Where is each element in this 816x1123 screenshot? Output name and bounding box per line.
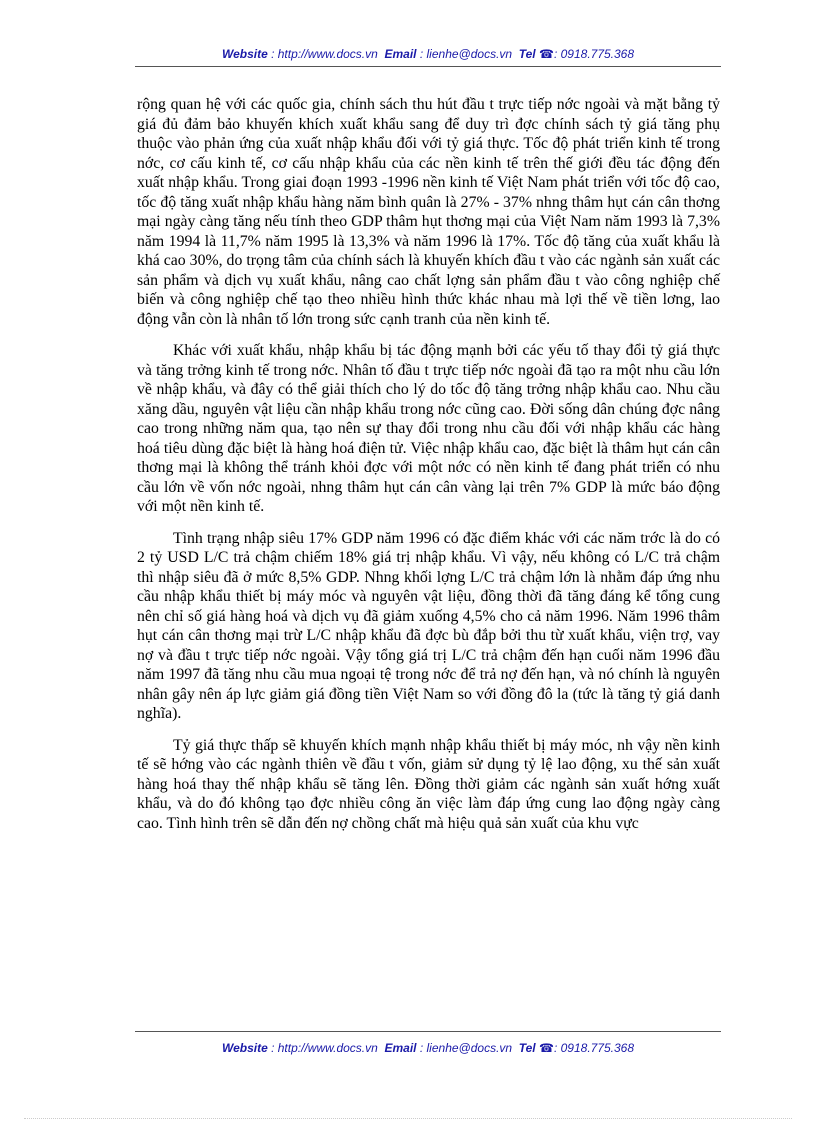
phone-icon: ☎ [539,47,554,61]
paragraph: rộng quan hệ với các quốc gia, chính sách thu hút đầu t trực tiếp nớc ngoài và mặt bằng tỷ giá đủ đảm bảo khuyến khích xuất khẩu sang để duy trì đợc chính sách tỷ giá tăng phụ thuộc vào phản ứng của xuất nhập khẩu đối với tỷ giá thực. Tốc độ phát triển kinh tế trong nớc, cơ cấu kinh tế, cơ cấu nhập khẩu của các nền kinh tế trên thế giới đều tác động đến xuất nhập khẩu. Trong giai đoạn 1993 -1996 nền kinh tế Việt Nam phát triển với tốc độ cao, tốc độ tăng xuất nhập khẩu hàng năm bình quân là 27% - 37% nhng thâm hụt cán cân thơng mại ngày càng tăng nếu tính theo GDP thâm hụt thơng mại của Việt Nam năm 1993 là 7,3% năm 1994 là 11,7% năm 1995 là 13,3% và năm 1996 là 17%. Tốc độ tăng của xuất khẩu là khá cao 30%, do trọng tâm của chính sách là khuyến khích đầu t vào các ngành sản xuất các sản phẩm và dịch vụ xuất khẩu, nâng cao chất lợng sản phẩm đầu t vào công nghiệp chế biến và công nghiệp chế tạo theo nhiều hình thức khác nhau mà lợi thế về tiền lơng, lao động vẫn còn là nhân tố lớn trong sức cạnh tranh của nền kinh tế. [137,96,720,328]
header-website-label: Website [221,47,268,61]
page-footer [135,1041,721,1055]
footer-email-link[interactable]: : lienhe@docs.vn [419,1041,513,1055]
header-website-link[interactable]: : http://www.docs.vn [271,47,378,61]
paragraph: Khác với xuất khẩu, nhập khẩu bị tác động mạnh bởi các yếu tố thay đổi tỷ giá thực và tăng trởng kinh tế trong nớc. Nhân tố đầu t trực tiếp nớc ngoài đã tạo ra một nhu cầu lớn về nhập khẩu, và đây có thể giải thích cho lý do tốc độ tăng trởng nhập khẩu cao. Nhu cầu xăng dầu, nguyên vật liệu cần nhập khẩu trong nớc cũng cao. Đời sống dân chúng đợc nâng cao trong những năm qua, tạo nên sự thay đổi trong nhu cầu đối với nhập khẩu các hàng hoá tiêu dùng đặc biệt là hàng hoá điện tử. Việc nhập khẩu cao, đặc biệt là thâm hụt cán cân thơng mại là không thể tránh khỏi đợc với một nớc có nền kinh tế đang phát triển có nhu cầu lớn về vốn nớc ngoài, nhng thâm hụt cán cân vàng lại trên 7% GDP là mức báo động với một nền kinh tế. [137,342,720,515]
page-edge-divider [24,1118,792,1119]
footer-tel-value: : 0918.775.368 [553,1041,635,1055]
paragraph: Tỷ giá thực thấp sẽ khuyến khích mạnh nhập khẩu thiết bị máy móc, nh vậy nền kinh tế sẽ hớng vào các ngành thiên về đầu t vốn, giảm sử dụng tỷ lệ lao động, xu thế sản xuất hàng hoá thay thế nhập khẩu sẽ tăng lên. Đồng thời giảm các ngành sản xuất hớng xuất khẩu, và do đó không tạo đợc nhiều công ăn việc làm đáp ứng cung lao động ngày càng cao. Tình hình trên sẽ dẫn đến nợ chồng chất mà hiệu quả sản xuất của khu vực [137,736,720,832]
header-tel-label: Tel [518,47,536,61]
header-tel-value: : 0918.775.368 [553,47,635,61]
paragraph: Tình trạng nhập siêu 17% GDP năm 1996 có đặc điểm khác với các năm trớc là do có 2 tỷ USD L/C trả chậm chiếm 18% giá trị nhập khẩu. Vì vậy, nếu không có L/C trả chậm thì nhập siêu đã ở mức 8,5% GDP. Nhng khối lợng L/C trả chậm lớn là nhằm đáp ứng nhu cầu nhập khẩu thiết bị máy móc và nguyên vật liệu, đồng thời đã tăng đáng kể tổng cung nên chỉ số giá hàng hoá và dịch vụ đã giảm xuống 4,5% cho cả năm 1996. Năm 1996 thâm hụt cán cân thơng mại trừ L/C nhập khẩu đã đợc bù đắp bởi thu từ xuất khẩu, viện trợ, vay nợ và đầu t trực tiếp nớc ngoài. Vậy tổng giá trị L/C trả chậm đến hạn cuối năm 1996 đầu năm 1997 đã tăng nhu cầu mua ngoại tệ trong nớc để trả nợ đến hạn, và nó chính là nguyên nhân gây nên áp lực giảm giá đồng tiền Việt Nam so với đồng đô la (tức là tăng tỷ giá danh nghĩa). [137,529,720,722]
footer-website-label: Website [221,1041,268,1055]
footer-website-link[interactable]: : http://www.docs.vn [271,1041,378,1055]
header-email-link[interactable]: : lienhe@docs.vn [419,47,513,61]
document-body [137,95,720,845]
header-divider [135,66,721,67]
footer-divider [135,1031,721,1032]
page-header [135,47,721,61]
phone-icon: ☎ [539,1041,554,1055]
footer-tel-label: Tel [518,1041,536,1055]
footer-email-label: Email [384,1041,417,1055]
header-email-label: Email [384,47,417,61]
